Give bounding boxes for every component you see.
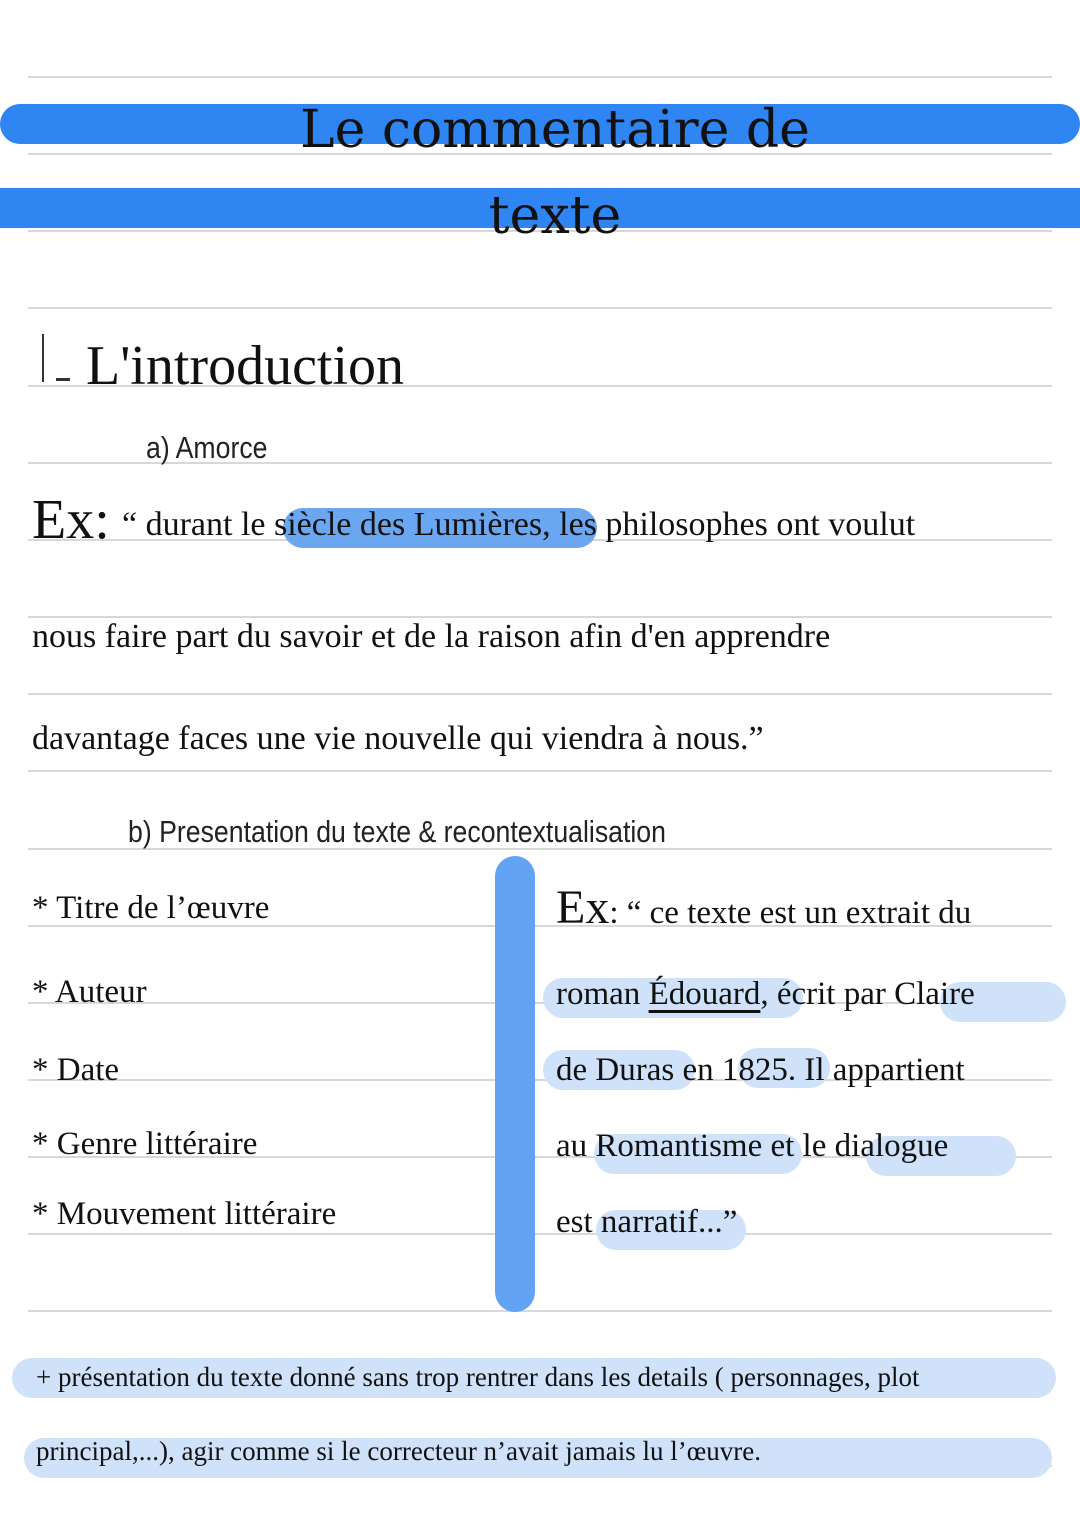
part-a-label: a) Amorce [146, 430, 268, 465]
example-author-last: de Duras [556, 1052, 675, 1088]
example-line-2-mid: , écrit par [760, 976, 895, 1012]
list-item: * Auteur [32, 974, 147, 1010]
page-title-line-2: texte [488, 186, 622, 246]
list-item: * Date [32, 1052, 120, 1088]
list-item: * Mouvement littéraire [32, 1196, 337, 1232]
example-line-3-mid: en [674, 1052, 722, 1088]
section-heading: L'introduction [86, 335, 405, 397]
example-line-5 [556, 1204, 737, 1241]
example-line-5-start: est [556, 1204, 601, 1240]
part-b-label: b) Presentation du texte & recontextualisation [128, 814, 666, 849]
list-item: * Titre de l’œuvre [32, 890, 270, 926]
example-ex-label: Ex [556, 881, 610, 934]
example-line-4-start: au [556, 1128, 596, 1164]
note-line-2: principal,...), agir comme si le correcteur n’avait jamais lu l’œuvre. [36, 1436, 761, 1466]
example-line-4-mid: et le [762, 1128, 835, 1164]
list-item: * Genre littéraire [32, 1126, 258, 1162]
example-line-1-text: : “ ce texte est un extrait du [609, 895, 972, 931]
note-line-1: + présentation du texte donné sans trop rentrer dans les details ( personnages, plot [36, 1362, 920, 1392]
quote-line-1-end: , les philosophes ont voulut [542, 506, 916, 543]
example-line-1 [556, 880, 971, 935]
quote-highlight-term: siècle des Lumières [274, 506, 543, 543]
part-a-ex-label: Ex: [32, 489, 110, 551]
quote-line-1 [122, 506, 915, 544]
example-author-first: Claire [894, 976, 975, 1012]
example-year: 1825 [721, 1052, 788, 1088]
example-line-4 [556, 1128, 948, 1165]
text-cursor [42, 334, 44, 382]
example-narratif: narratif [600, 1204, 699, 1240]
quote-line-1-start: “ durant le [122, 506, 274, 543]
example-line-3-end: . Il appartient [787, 1052, 965, 1088]
quote-line-2: nous faire part du savoir et de la raison afin d'en apprendre [32, 618, 831, 655]
example-movement: Romantisme [595, 1128, 763, 1164]
example-line-5-end: ...” [698, 1204, 738, 1240]
quote-line-3: davantage faces une vie nouvelle qui viendra à nous.” [32, 720, 764, 757]
heading-dash [56, 378, 70, 381]
example-dialogue: dialogue [834, 1128, 949, 1164]
column-divider [495, 856, 535, 1312]
example-work-title: Édouard [648, 976, 761, 1012]
example-line-2 [556, 976, 975, 1013]
example-line-3 [556, 1052, 965, 1089]
example-roman: roman [556, 976, 649, 1012]
page-title-line-1: Le commentaire de [300, 100, 810, 160]
